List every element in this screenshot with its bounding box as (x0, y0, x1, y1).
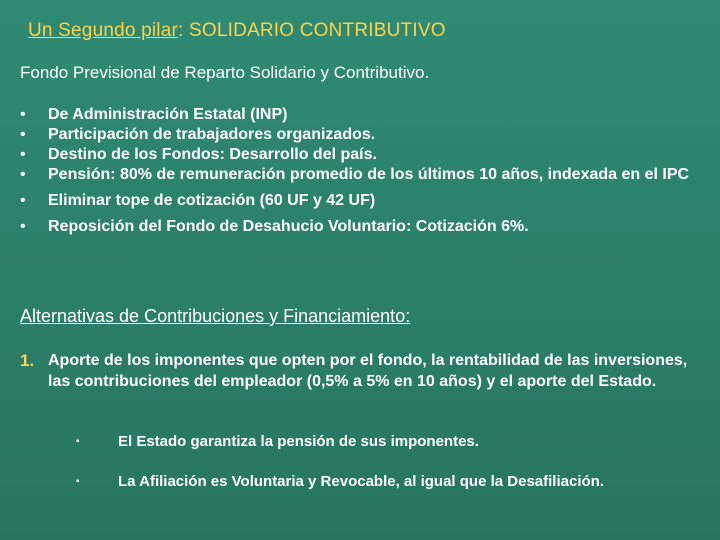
bullet-icon: • (20, 126, 26, 143)
sub-bullet-text: La Afiliación es Voluntaria y Revocable, al igual que la Desafiliación. (118, 473, 604, 490)
bullet-text: Reposición del Fondo de Desahucio Voluntario: Cotización 6%. (48, 218, 529, 235)
slide-title (28, 20, 446, 42)
slide-title-underlined: Un Segundo pilar (28, 20, 179, 41)
bullet-icon: • (20, 106, 26, 123)
bullet-item (20, 105, 700, 125)
bullet-list (20, 105, 700, 237)
bullet-item (20, 217, 700, 237)
square-bullet-icon: ▪ (76, 476, 80, 487)
sub-bullet-item (76, 472, 696, 491)
numbered-item (20, 350, 700, 392)
bullet-item (20, 145, 700, 165)
bullet-item (20, 165, 700, 185)
alternatives-heading: Alternativas de Contribuciones y Financiamiento: (20, 306, 411, 326)
bullet-icon: • (20, 166, 26, 183)
square-bullet-icon: ▪ (76, 436, 80, 447)
bullet-text: Destino de los Fondos: Desarrollo del país. (48, 146, 377, 163)
sub-bullet-item (76, 432, 696, 451)
bullet-icon: • (20, 192, 26, 209)
bullet-text: De Administración Estatal (INP) (48, 106, 288, 123)
bullet-icon: • (20, 146, 26, 163)
bullet-icon: • (20, 218, 26, 235)
bullet-item (20, 125, 700, 145)
numbered-item-text: Aporte de los imponentes que opten por el fondo, la rentabilidad de las inversiones, las contribuciones del empleador (0,5% a 5% en 10 años) y el aporte del Estado. (48, 352, 688, 390)
sub-bullet-text: El Estado garantiza la pensión de sus imponentes. (118, 433, 479, 450)
slide-title-rest: : SOLIDARIO CONTRIBUTIVO (178, 20, 446, 41)
bullet-text: Participación de trabajadores organizados. (48, 126, 376, 143)
bullet-text: Eliminar tope de cotización (60 UF y 42 UF) (48, 192, 376, 209)
numbered-item-number: 1. (20, 351, 35, 370)
bullet-item (20, 191, 700, 211)
slide-subtitle: Fondo Previsional de Reparto Solidario y Contributivo. (20, 63, 430, 82)
bullet-text: Pensión: 80% de remuneración promedio de los últimos 10 años, indexada en el IPC (48, 166, 690, 183)
